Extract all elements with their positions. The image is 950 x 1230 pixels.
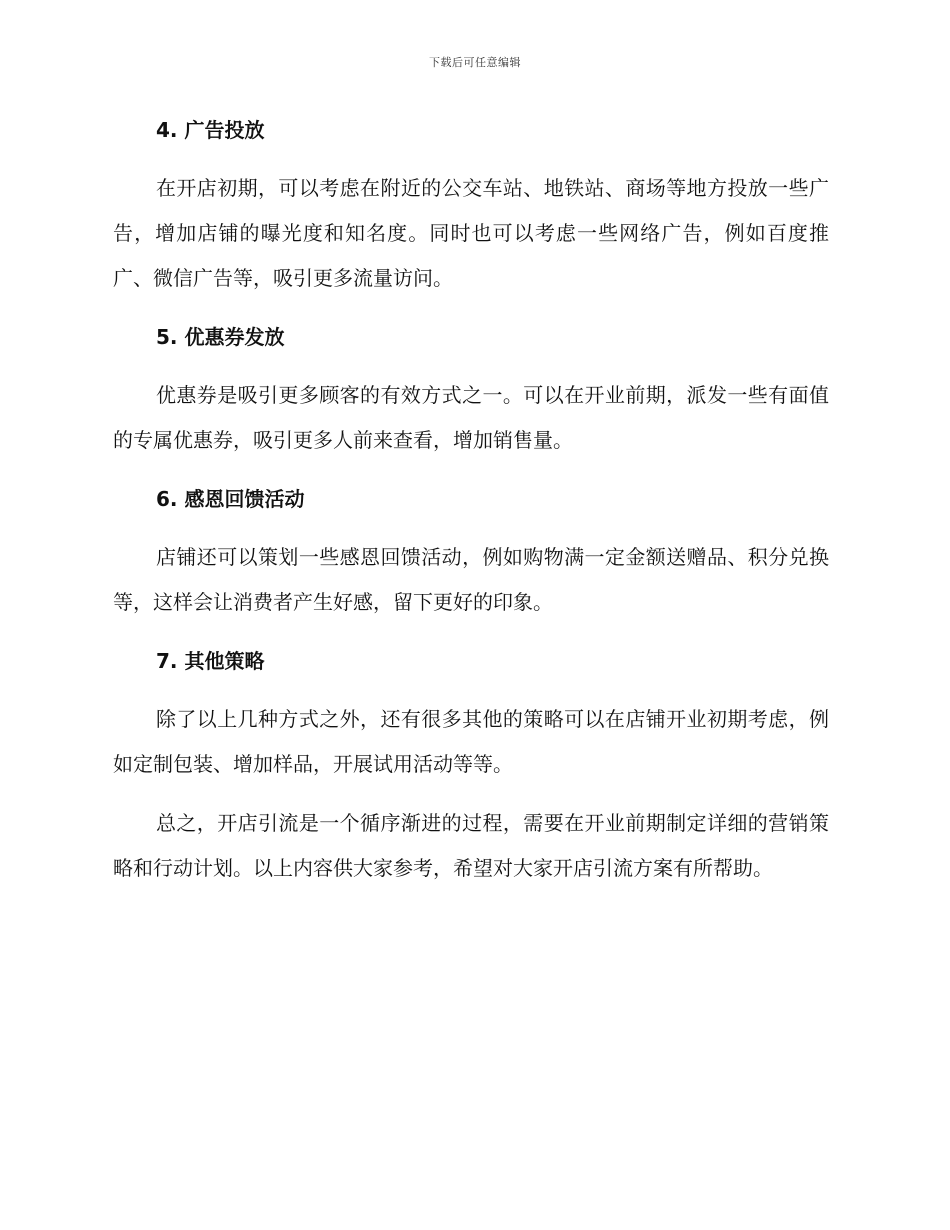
section-other-strategies xyxy=(113,639,829,787)
section-heading: 5. 优惠券发放 xyxy=(156,325,285,349)
section-advertising xyxy=(113,108,829,301)
conclusion-paragraph: 总之，开店引流是一个循序渐进的过程，需要在开业前期制定详细的营销策略和行动计划。以上内容供大家参考，希望对大家开店引流方案有所帮助。 xyxy=(113,811,829,880)
section-paragraph: 店铺还可以策划一些感恩回馈活动，例如购物满一定金额送赠品、积分兑换等，这样会让消费者产生好感，留下更好的印象。 xyxy=(113,545,829,614)
section-paragraph: 除了以上几种方式之外，还有很多其他的策略可以在店铺开业初期考虑，例如定制包装、增加样品，开展试用活动等等。 xyxy=(113,707,829,776)
page-header-note: 下载后可任意编辑 xyxy=(429,56,521,69)
section-paragraph: 在开店初期，可以考虑在附近的公交车站、地铁站、商场等地方投放一些广告，增加店铺的曝光度和知名度。同时也可以考虑一些网络广告，例如百度推广、微信广告等，吸引更多流量访问。 xyxy=(113,176,829,290)
section-heading: 6. 感恩回馈活动 xyxy=(156,487,305,511)
document-body xyxy=(113,108,829,905)
section-heading: 7. 其他策略 xyxy=(156,649,265,673)
section-coupons xyxy=(113,315,829,463)
section-paragraph: 优惠券是吸引更多顾客的有效方式之一。可以在开业前期，派发一些有面值的专属优惠券，吸引更多人前来查看，增加销售量。 xyxy=(113,383,829,452)
section-heading: 4. 广告投放 xyxy=(156,118,265,142)
section-gratitude-events xyxy=(113,477,829,625)
